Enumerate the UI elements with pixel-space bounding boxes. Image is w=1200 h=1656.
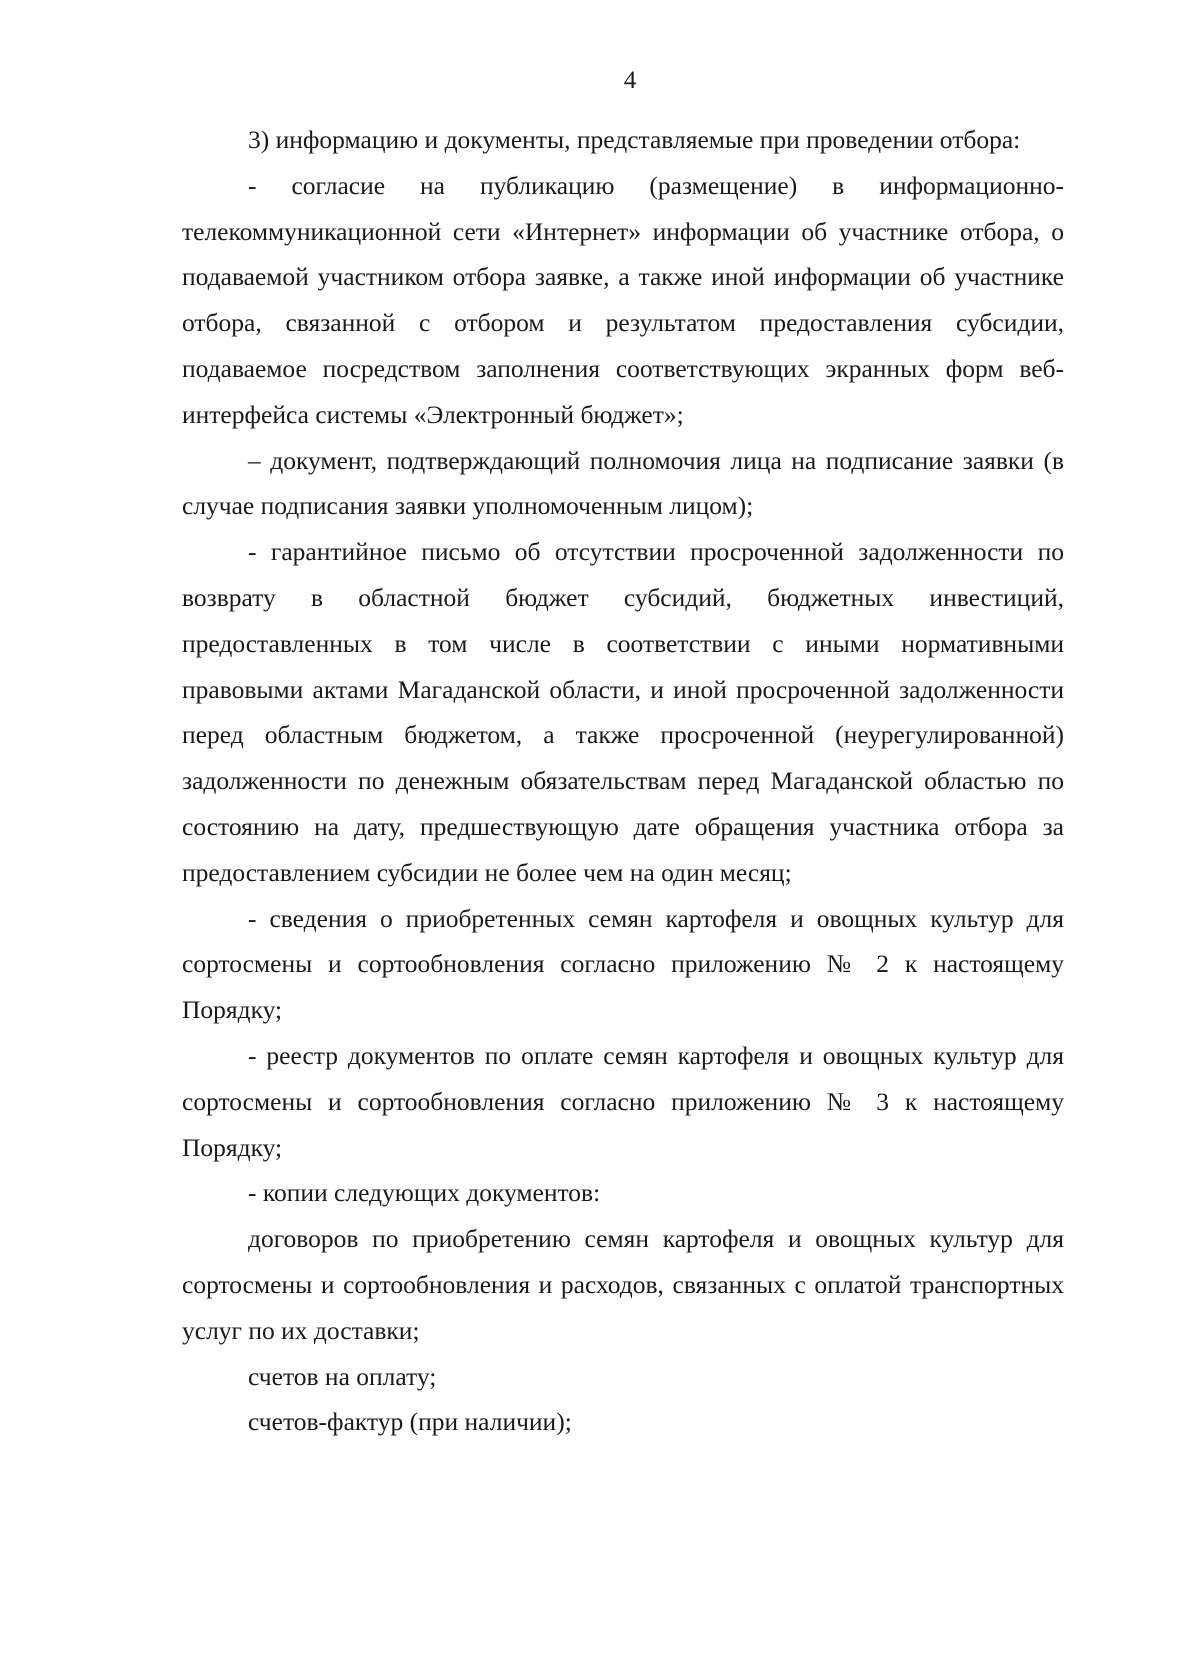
paragraph-vat-invoices: счетов-фактур (при наличии); xyxy=(248,1407,572,1437)
paragraph-document-copies: - копии следующих документов: xyxy=(248,1178,601,1208)
paragraph-item-3-header: 3) информацию и документы, представляемые при проведении отбора: xyxy=(248,125,1021,154)
paragraph-guarantee-letter: - гарантийное письмо об отсутствии просроченной задолженности по возврату в областной бюджет субсидий, бюджетных инвестиций, предоставленных в том числе в соответствии с иными нормативными правовыми актами Магаданской области, и иной просроченной задолженности перед областным бюджетом, а также просроченной (неурегулированной) задолженности по денежным обязательствам перед Магаданской областью по состоянию на дату, предшествующую дате обращения участника отбора за предоставлением субсидии не более чем на один месяц; xyxy=(182,537,1064,887)
document-body xyxy=(182,117,1064,1445)
paragraph-consent-publication: - согласие на публикацию (размещение) в информационно-телекоммуникационной сети «Интернет» информации об участнике отбора, о подаваемой участником отбора заявке, а также иной информации об участнике отбора, связанной с отбором и результатом предоставления субсидии, подаваемое посредством заполнения соответствующих экранных форм веб-интерфейса системы «Электронный бюджет»; xyxy=(182,170,1064,429)
page-number: 4 xyxy=(623,67,637,94)
paragraph-seed-info: - сведения о приобретенных семян картофеля и овощных культур для сортосмены и сортообновления согласно приложению № 2 к настоящему Порядку; xyxy=(182,903,1064,1025)
paragraph-payment-registry: - реестр документов по оплате семян картофеля и овощных культур для сортосмены и сортообновления согласно приложению № 3 к настоящему Порядку; xyxy=(182,1040,1064,1162)
paragraph-contracts: договоров по приобретению семян картофеля и овощных культур для сортосмены и сортообновления и расходов, связанных с оплатой транспортных услуг по их доставки; xyxy=(182,1224,1064,1345)
paragraph-authority-document: – документ, подтверждающий полномочия лица на подписание заявки (в случае подписания заявки уполномоченным лицом); xyxy=(182,445,1064,521)
paragraph-invoices: счетов на оплату; xyxy=(248,1361,437,1391)
